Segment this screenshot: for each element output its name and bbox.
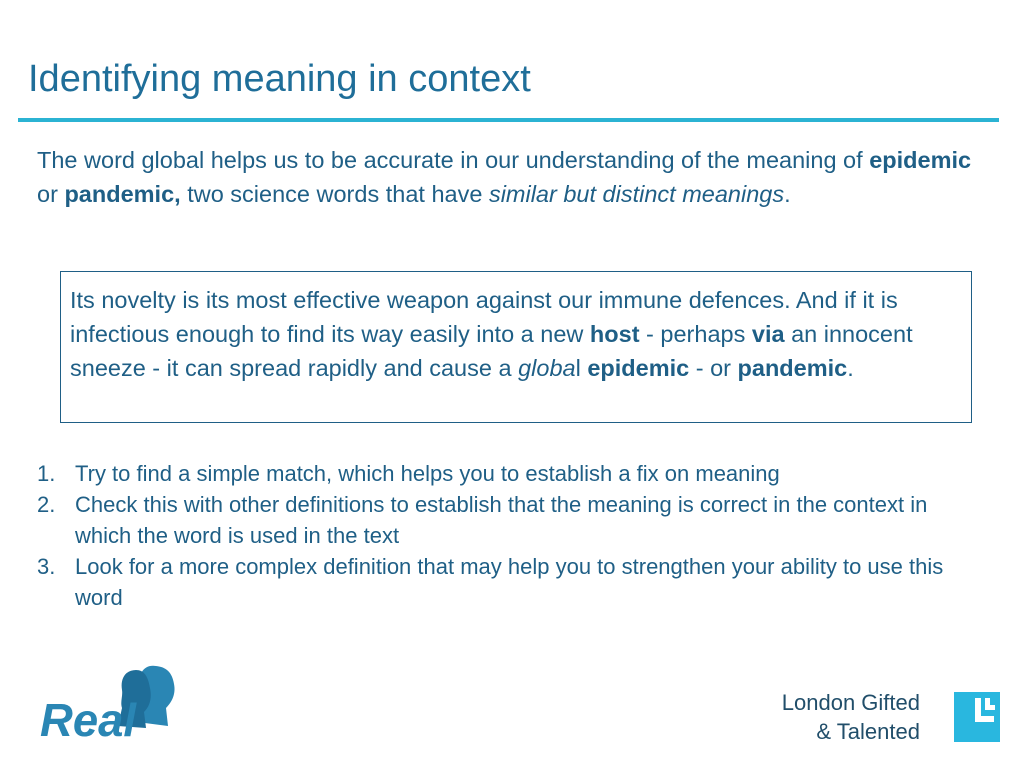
list-item-text: Try to find a simple match, which helps you to establish a fix on meaning xyxy=(75,461,780,486)
quote-term-host: host xyxy=(589,321,640,347)
list-item-number: 1. xyxy=(37,461,56,486)
intro-term-epidemic: epidemic xyxy=(869,147,972,173)
lgt-wordmark xyxy=(720,688,920,746)
quote-term-via: via xyxy=(751,321,785,347)
intro-text-1: The word global helps us to be accurate in our understanding of the meaning of xyxy=(37,147,870,173)
intro-text-2: or xyxy=(37,181,65,207)
intro-text-3: two science words that have xyxy=(180,181,489,207)
slide-title: Identifying meaning in context xyxy=(28,58,531,100)
quote-text-6: . xyxy=(847,355,854,381)
quote-text-5: - or xyxy=(689,355,738,381)
quote-term-epidemic: epidemic xyxy=(587,355,690,381)
lgt-mark-icon xyxy=(954,692,1000,742)
intro-text-4: . xyxy=(784,181,791,207)
quote-text-4: l xyxy=(575,355,588,381)
real-logo-graphic xyxy=(38,656,178,740)
title-divider xyxy=(18,118,999,122)
quote-term-global: globa xyxy=(518,355,576,381)
list-item xyxy=(37,551,977,613)
list-item-number: 3. xyxy=(37,554,56,579)
quote-box xyxy=(60,271,972,423)
real-logo-wordmark: Real xyxy=(40,694,138,740)
steps-list xyxy=(37,458,977,613)
list-item xyxy=(37,489,977,551)
lgt-line-2: & Talented xyxy=(816,719,920,744)
real-logo xyxy=(38,656,178,740)
intro-paragraph xyxy=(37,143,977,211)
quote-term-pandemic: pandemic xyxy=(737,355,848,381)
list-item-text: Check this with other definitions to establish that the meaning is correct in the context in which the word is used in the text xyxy=(75,492,928,548)
quote-text-1: Its novelty is its most effective weapon against our immune defences. And if it is infectious enough to find its way easily into a new xyxy=(70,287,898,347)
intro-emphasis: similar but distinct meanings xyxy=(488,181,785,207)
list-item-number: 2. xyxy=(37,492,56,517)
quote-text-2: - perhaps xyxy=(639,321,752,347)
list-item-text: Look for a more complex definition that may help you to strengthen your ability to use this word xyxy=(75,554,944,610)
lgt-logo xyxy=(780,688,1000,746)
intro-term-pandemic: pandemic, xyxy=(64,181,181,207)
list-item xyxy=(37,458,977,489)
lgt-line-1: London Gifted xyxy=(781,690,920,715)
quote-text-3: an innocent sneeze - it can spread rapidly and cause a xyxy=(70,321,913,381)
